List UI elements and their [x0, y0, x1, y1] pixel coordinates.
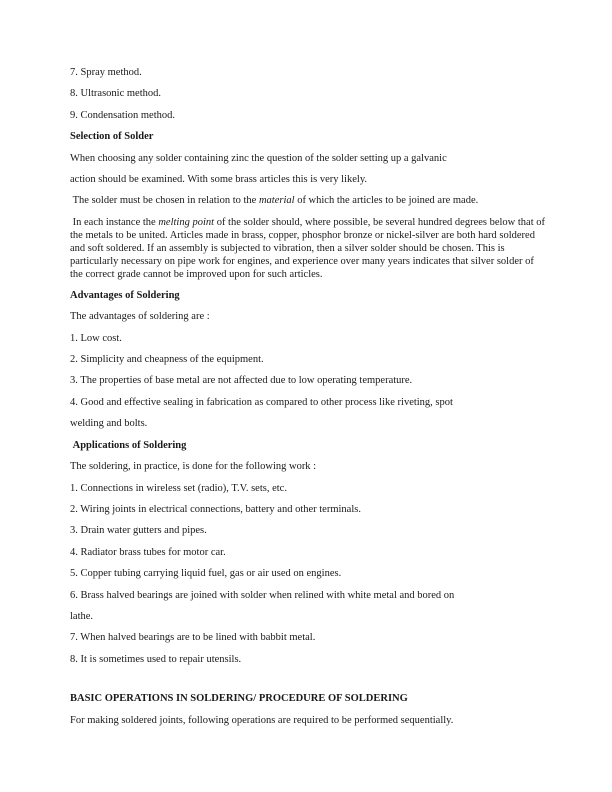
section-heading-selection-of-solder: Selection of Solder: [70, 131, 154, 143]
paragraph-line: For making soldered joints, following operations are required to be performed sequentially.: [70, 714, 454, 726]
list-item-advantage-1: 1. Low cost.: [70, 332, 122, 344]
list-item-application-2: 2. Wiring joints in electrical connections, battery and other terminals.: [70, 503, 361, 515]
emphasis-material: material: [258, 195, 295, 207]
list-item-advantage-4-continuation: welding and bolts.: [70, 418, 148, 430]
paragraph-text: of the solder should, where possible, be several hundred degrees below that of the metals to be united. Articles made in brass, copper, phosphor bronze or nickel-silver are both hard soldered and soft soldered. If an assembly is subjected to vibration, then a silver solder should be chosen. This is particularly necessary on pipe work for engines, and experience over many years indicates that silver solder of the correct grade cannot be improved upon for such articles.: [70, 216, 548, 280]
paragraph-text: of which the articles to be joined are made.: [294, 195, 479, 207]
paragraph-text: The solder must be chosen in relation to the: [70, 195, 259, 207]
paragraph-line: The soldering, in practice, is done for the following work :: [70, 461, 317, 473]
list-item-method-7: 7. Spray method.: [70, 67, 142, 78]
list-item-method-8: 8. Ultrasonic method.: [70, 88, 161, 100]
paragraph-line: The advantages of soldering are :: [70, 311, 210, 323]
paragraph-text: In each instance the: [70, 216, 159, 228]
emphasis-melting-point: melting point: [158, 216, 215, 228]
list-item-application-6-continuation: lathe.: [70, 610, 94, 622]
paragraph-line: action should be examined. With some brass articles this is very likely.: [70, 174, 368, 186]
page-content: [70, 62, 548, 731]
list-item-advantage-3: 3. The properties of base metal are not affected due to low operating temperature.: [70, 375, 413, 387]
list-item-application-7: 7. When halved bearings are to be lined with babbit metal.: [70, 632, 316, 644]
section-heading-applications: Applications of Soldering: [70, 439, 187, 451]
section-heading-basic-operations: BASIC OPERATIONS IN SOLDERING/ PROCEDURE OF SOLDERING: [70, 693, 408, 705]
list-item-application-3: 3. Drain water gutters and pipes.: [70, 525, 207, 537]
list-item-application-5: 5. Copper tubing carrying liquid fuel, gas or air used on engines.: [70, 568, 342, 580]
list-item-application-1: 1. Connections in wireless set (radio), T.V. sets, etc.: [70, 482, 287, 494]
list-item-method-9: 9. Condensation method.: [70, 109, 175, 121]
section-heading-advantages: Advantages of Soldering: [70, 289, 180, 301]
list-item-application-8: 8. It is sometimes used to repair utensils.: [70, 653, 242, 665]
list-item-application-6: 6. Brass halved bearings are joined with solder when relined with white metal and bored on: [70, 589, 455, 601]
list-item-advantage-2: 2. Simplicity and cheapness of the equipment.: [70, 354, 264, 366]
paragraph-melting-point: [70, 216, 548, 281]
list-item-application-4: 4. Radiator brass tubes for motor car.: [70, 546, 226, 558]
paragraph-line: [70, 190, 548, 211]
list-item-advantage-4: 4. Good and effective sealing in fabrication as compared to other process like riveting, spot: [70, 396, 453, 408]
paragraph-line: When choosing any solder containing zinc the question of the solder setting up a galvanic: [70, 152, 447, 164]
